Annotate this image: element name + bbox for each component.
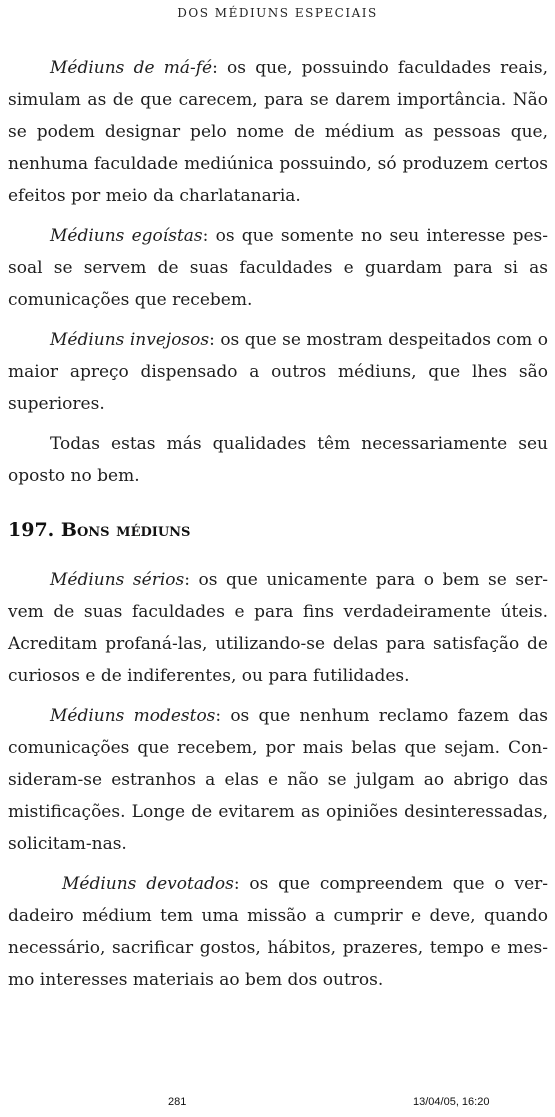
paragraph-mediuns-ma-fe: [8, 52, 548, 212]
paragraph-mediuns-modestos: [8, 700, 548, 860]
term: Médiuns devotados: [62, 874, 234, 894]
term: Médiuns egoístas: [50, 226, 203, 246]
definition: : os que unicamente para o bem se servem de suas faculdades e para fins verdadeiramente úteis. Acreditam profaná-las, utilizando-se delas para satisfação de curiosos e de indiferentes, ou para futilidades.: [8, 570, 548, 686]
section-2-text: [8, 564, 548, 996]
term: Médiuns invejosos: [50, 330, 210, 350]
paragraph-summary: [8, 428, 548, 492]
definition: : os que, possuindo faculdades reais, simulam as de que carecem, para se darem importância. Não se podem designar pelo nome de médium as pessoas que, nenhuma faculdade mediúnica possuindo, só produzem certos efeitos por meio da charlatanaria.: [8, 58, 548, 206]
term: Médiuns sérios: [50, 570, 185, 590]
running-header: DOS MÉDIUNS ESPECIAIS: [177, 6, 378, 20]
definition: : os que compreendem que o verdadeiro médium tem uma missão a cumprir e deve, quando necessário, sacrificar gostos, hábitos, prazeres, tempo e mesmo interesses materiais ao bem dos outros.: [8, 874, 549, 990]
section-number: 197.: [8, 519, 55, 541]
page-number: 281: [168, 1096, 187, 1108]
definition: : os que nenhum reclamo fazem das comunicações que recebem, por mais belas que sejam. Consideram-se estranhos a elas e não se julgam ao abrigo das mistificações. Longe de evitarem as opiniões desinteressadas, solicitam-nas.: [8, 706, 548, 854]
section-heading: [8, 519, 190, 541]
paragraph-mediuns-serios: [8, 564, 548, 692]
summary-text: Todas estas más qualidades têm necessariamente seu oposto no bem.: [8, 434, 548, 486]
term: Médiuns de má-fé: [50, 58, 213, 78]
section-title: Bons médiuns: [60, 519, 191, 541]
paragraph-mediuns-egoistas: [8, 220, 548, 316]
paragraph-mediuns-devotados: [8, 868, 548, 996]
definition: : os que somente no seu interesse pessoal se servem de suas faculdades e guardam para si as comunicações que recebem.: [8, 226, 548, 310]
definition: : os que se mostram despeitados com o maior apreço dispensado a outros médiuns, que lhes são superiores.: [8, 330, 548, 414]
paragraph-mediuns-invejosos: [8, 324, 548, 420]
print-timestamp: 13/04/05, 16:20: [413, 1096, 490, 1108]
term: Médiuns modestos: [50, 706, 216, 726]
section-1-text: [8, 52, 548, 492]
